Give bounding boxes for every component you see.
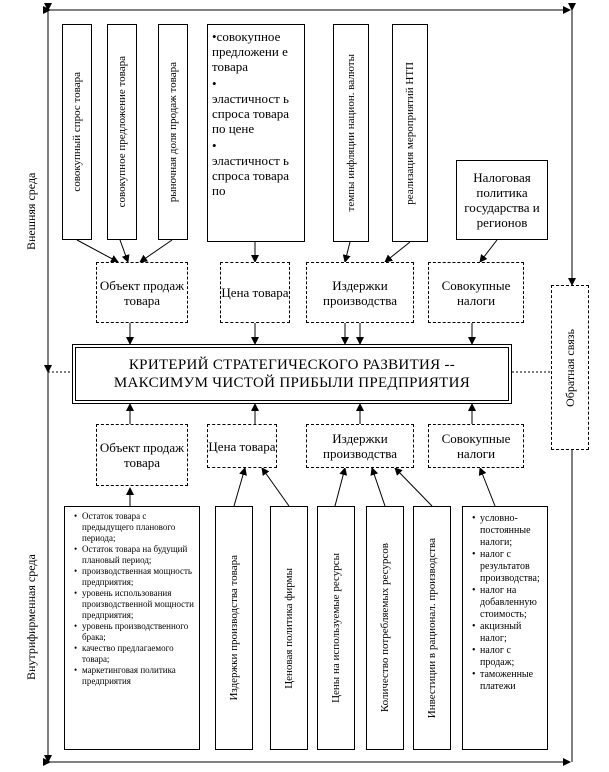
resource-quantity-box: Количество потребляемых ресурсов — [366, 506, 404, 750]
resource-prices-box: Цены на используемые ресурсы — [317, 506, 355, 750]
price-factor-item: •совокупное предложени е товара — [212, 29, 288, 74]
tax-factor-item: • акцизный налог; — [474, 621, 544, 645]
criterion-line2: МАКСИМУМ ЧИСТОЙ ПРИБЫЛИ ПРЕДПРИЯТИЯ — [113, 375, 471, 391]
sales-factor-item: • Остаток товара на будущий плановый период; — [76, 544, 196, 566]
central-criterion — [72, 344, 512, 404]
sales-factor-item: • Остаток товара с предыдущего планового периода; — [76, 511, 196, 544]
price-factor-item: эластичност ь спроса товара по цене — [212, 91, 290, 136]
aggregate-demand-box: совокупный спрос товара — [62, 24, 92, 240]
costs-bottom: Издержки производства — [306, 424, 414, 468]
criterion-line1: КРИТЕРИЙ СТРАТЕГИЧЕСКОГО РАЗВИТИЯ -- — [128, 357, 456, 373]
tax-factor-item: • налог с продаж; — [474, 645, 544, 669]
tax-factors-box — [462, 506, 548, 750]
sales-factor-item: • маркетинговая политика предприятия — [76, 665, 196, 687]
investments-box: Инвестиции в рационал. производства — [413, 506, 451, 750]
sales-factor-item: • производственная мощность предприятия; — [76, 566, 196, 588]
taxes-top: Совокупные налоги — [428, 262, 524, 323]
tax-factor-item: • налог с результатов производства; — [474, 549, 544, 585]
market-share-box: рыночная доля продаж товара — [158, 24, 188, 240]
pricing-policy-box: Ценовая политика фирмы — [270, 506, 308, 750]
tax-factor-item: • налог на добавленную стоимость; — [474, 585, 544, 621]
costs-top: Издержки производства — [306, 262, 414, 323]
sales-factor-item: • качество предлагаемого товара; — [76, 643, 196, 665]
price-bottom: Цена товара — [207, 424, 277, 468]
aggregate-supply-box: совокупное предложение товара — [107, 24, 137, 240]
sales-object-top: Объект продаж товара — [96, 262, 188, 323]
tax-factor-item: • условно-постоянные налоги; — [474, 513, 544, 549]
sales-factor-item: • уровень производственного брака; — [76, 621, 196, 643]
stp-measures-box: реализация мероприятий НТП — [392, 24, 428, 242]
internal-env-label: Внутрифирменная среда — [24, 554, 38, 680]
taxes-bottom: Совокупные налоги — [428, 424, 524, 468]
feedback-box: Обратная связь — [551, 285, 589, 450]
sales-object-bottom: Объект продаж товара — [96, 424, 188, 486]
tax-factor-item: • таможенные платежи — [474, 669, 544, 693]
price-factor-item: эластичност ь спроса товара по — [212, 153, 290, 198]
external-env-label: Внешняя среда — [24, 172, 38, 250]
price-top: Цена товара — [220, 262, 290, 323]
sales-factor-item: • уровень использования производственной мощности предприятия; — [76, 588, 196, 621]
price-factors-box: •совокупное предложени е товара • эластичност ь спроса товара по цене • эластичност ь спроса товара по — [207, 24, 305, 242]
production-costs-box: Издержки производства товара — [215, 506, 253, 750]
inflation-box: темпы инфляции национ. валюты — [333, 24, 369, 242]
sales-factors-box — [64, 506, 200, 750]
tax-policy-box: Налоговая политика государства и регионов — [456, 160, 548, 240]
